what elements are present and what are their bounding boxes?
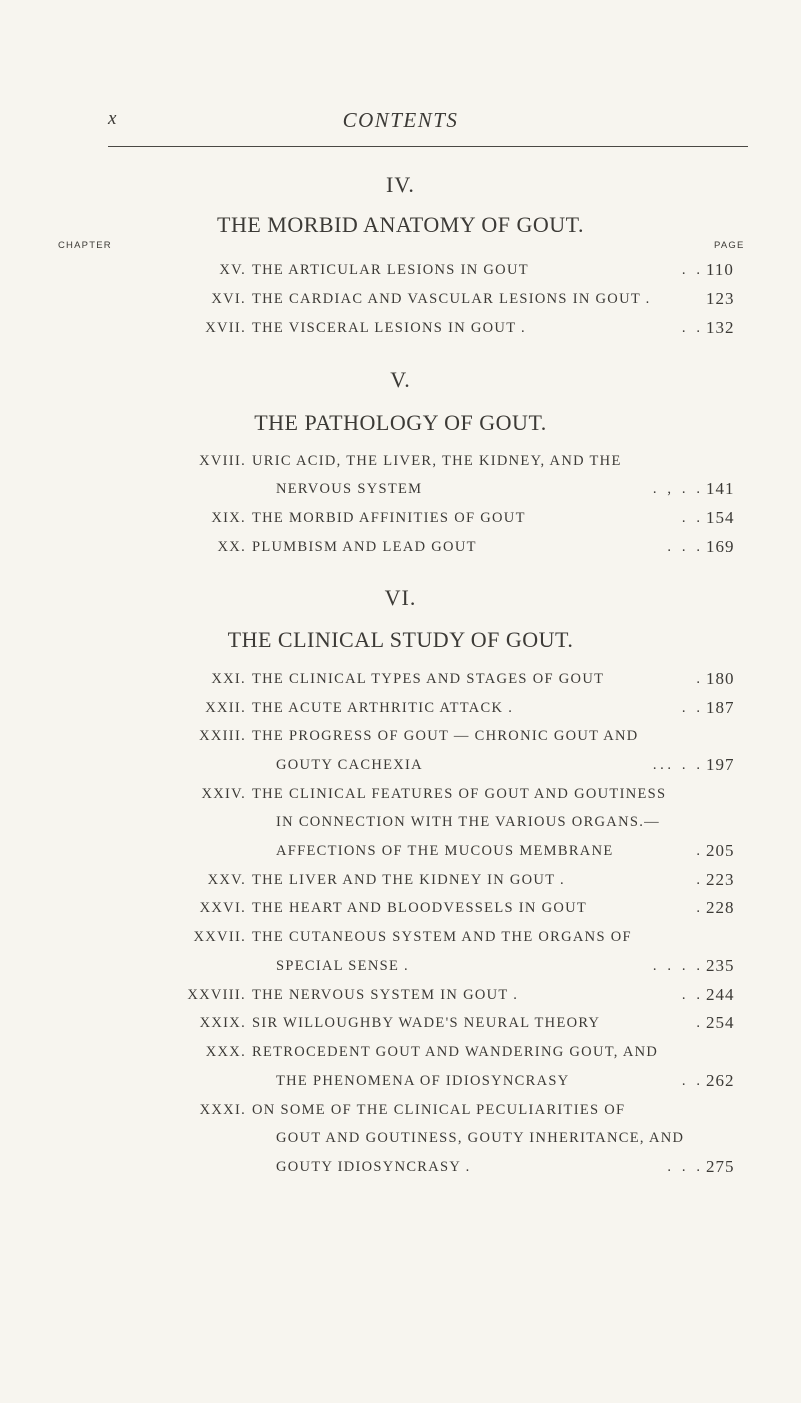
leader-dots: . . . [667, 1159, 700, 1175]
toc-entry-line [0, 453, 801, 481]
chapter-title: RETROCEDENT GOUT AND WANDERING GOUT, AND [252, 1044, 659, 1060]
leader-dots: . [696, 1015, 700, 1031]
chapter-number: XVIII. [199, 453, 246, 469]
chapter-title: THE LIVER AND THE KIDNEY IN GOUT . [252, 872, 565, 888]
chapter-number: XX. [217, 539, 246, 555]
chapter-number: XXII. [205, 700, 246, 716]
page-number: 154 [706, 508, 735, 527]
running-head [0, 108, 801, 134]
toc-entry-line [0, 1044, 801, 1072]
toc-entry-line [0, 320, 801, 348]
chapter-title: URIC ACID, THE LIVER, THE KIDNEY, AND THE [252, 453, 622, 469]
chapter-number: XXVIII. [187, 987, 246, 1003]
section-title: THE PATHOLOGY OF GOUT. [254, 410, 547, 435]
chapter-title: THE HEART AND BLOODVESSELS IN GOUT [252, 900, 588, 916]
toc-entry-line [0, 728, 801, 756]
page-number: 254 [706, 1013, 735, 1032]
leader-dots: . . [681, 987, 700, 1003]
chapter-title: ON SOME OF THE CLINICAL PECULIARITIES OF [252, 1102, 626, 1118]
leader-dots: . , . . [652, 481, 700, 497]
chapter-number: XV. [219, 262, 246, 278]
leader-dots: . [696, 872, 700, 888]
toc-entry-line [0, 510, 801, 538]
chapter-title: GOUTY CACHEXIA [276, 757, 423, 773]
chapter-title: PLUMBISM AND LEAD GOUT [252, 539, 477, 555]
chapter-number: XVII. [205, 320, 246, 336]
page-number: 169 [706, 537, 735, 556]
toc-entry-line [0, 1102, 801, 1130]
leader-dots: . . [681, 700, 700, 716]
chapter-title: SIR WILLOUGHBY WADE'S NEURAL THEORY [252, 1015, 601, 1031]
leader-dots: . [696, 843, 700, 859]
chapter-title: SPECIAL SENSE . [276, 958, 409, 974]
chapter-number: XXIV. [201, 786, 246, 802]
page-number: 110 [706, 260, 734, 279]
page-number: 197 [706, 755, 735, 774]
toc-entry-line [0, 757, 801, 785]
chapter-title: THE VISCERAL LESIONS IN GOUT . [252, 320, 526, 336]
toc-entry-line [0, 958, 801, 986]
section-number: V. [390, 367, 411, 392]
section-title: THE CLINICAL STUDY OF GOUT. [227, 627, 574, 652]
chapter-number: XXX. [205, 1044, 246, 1060]
page-number: 228 [706, 898, 735, 917]
chapter-title: GOUT AND GOUTINESS, GOUTY INHERITANCE, AND [276, 1130, 685, 1146]
page-number: 132 [706, 318, 735, 337]
chapter-title: THE CLINICAL TYPES AND STAGES OF GOUT [252, 671, 605, 687]
toc-entry-line [0, 1073, 801, 1101]
chapter-title: THE MORBID AFFINITIES OF GOUT [252, 510, 526, 526]
chapter-number: XVI. [211, 291, 246, 307]
page-column-label: PAGE [714, 240, 745, 251]
toc-entry-line [0, 843, 801, 871]
chapter-title: THE PROGRESS OF GOUT — CHRONIC GOUT AND [252, 728, 639, 744]
page-number: 141 [706, 479, 735, 498]
page-number: 205 [706, 841, 735, 860]
leader-dots: . . [681, 320, 700, 336]
chapter-title: GOUTY IDIOSYNCRASY . [276, 1159, 471, 1175]
leader-dots: . . . [667, 539, 700, 555]
chapter-title: THE CARDIAC AND VASCULAR LESIONS IN GOUT . [252, 291, 651, 307]
chapter-title: THE ARTICULAR LESIONS IN GOUT [252, 262, 529, 278]
chapter-column-label: CHAPTER [58, 240, 112, 251]
section-number: VI. [384, 585, 417, 610]
page-number: 244 [706, 985, 735, 1004]
toc-entry-line [0, 900, 801, 928]
leader-dots: . [696, 671, 700, 687]
leader-dots: . [696, 900, 700, 916]
page-number: 275 [706, 1157, 735, 1176]
toc-entry-line [0, 786, 801, 814]
leader-dots: . . [681, 1073, 700, 1089]
toc-entry-line [0, 1130, 801, 1158]
page-number: 180 [706, 669, 735, 688]
leader-dots: . . . . [652, 958, 700, 974]
chapter-number: XXVII. [193, 929, 246, 945]
chapter-number: XIX. [211, 510, 246, 526]
toc-entry-line [0, 872, 801, 900]
toc-entry-line [0, 1159, 801, 1187]
section-title: THE MORBID ANATOMY OF GOUT. [217, 212, 584, 237]
chapter-number: XXI. [211, 671, 246, 687]
toc-entry-line [0, 481, 801, 509]
toc-entry-line [0, 987, 801, 1015]
header-rule [108, 146, 748, 147]
leader-dots: . . [681, 510, 700, 526]
chapter-title: AFFECTIONS OF THE MUCOUS MEMBRANE [276, 843, 614, 859]
chapter-number: XXIX. [199, 1015, 246, 1031]
toc-entry-line [0, 671, 801, 699]
leader-dots: . . . . . [652, 757, 700, 773]
chapter-title: THE CLINICAL FEATURES OF GOUT AND GOUTINESS [252, 786, 667, 802]
toc-entry-line [0, 814, 801, 842]
chapter-title: THE ACUTE ARTHRITIC ATTACK . [252, 700, 514, 716]
section-number: IV. [386, 172, 415, 197]
running-title: CONTENTS [342, 108, 459, 132]
toc-entry-line [0, 700, 801, 728]
toc-entry-line [0, 262, 801, 290]
leader-dots: . . [681, 262, 700, 278]
chapter-title: THE PHENOMENA OF IDIOSYNCRASY [276, 1073, 570, 1089]
toc-entry-line [0, 929, 801, 957]
chapter-title: THE CUTANEOUS SYSTEM AND THE ORGANS OF [252, 929, 632, 945]
toc-entry-line [0, 291, 801, 319]
toc-entry-line [0, 1015, 801, 1043]
page-number: 235 [706, 956, 735, 975]
toc-entry-line [0, 539, 801, 567]
page-number: 223 [706, 870, 735, 889]
chapter-title: IN CONNECTION WITH THE VARIOUS ORGANS.— [276, 814, 660, 830]
page-folio: x [108, 108, 117, 129]
chapter-title: NERVOUS SYSTEM [276, 481, 423, 497]
chapter-number: XXXI. [199, 1102, 246, 1118]
chapter-number: XXIII. [199, 728, 246, 744]
page-number: 187 [706, 698, 735, 717]
chapter-number: XXV. [207, 872, 246, 888]
page-number: 262 [706, 1071, 735, 1090]
page-number: 123 [706, 289, 735, 308]
chapter-number: XXVI. [199, 900, 246, 916]
chapter-title: THE NERVOUS SYSTEM IN GOUT . [252, 987, 519, 1003]
